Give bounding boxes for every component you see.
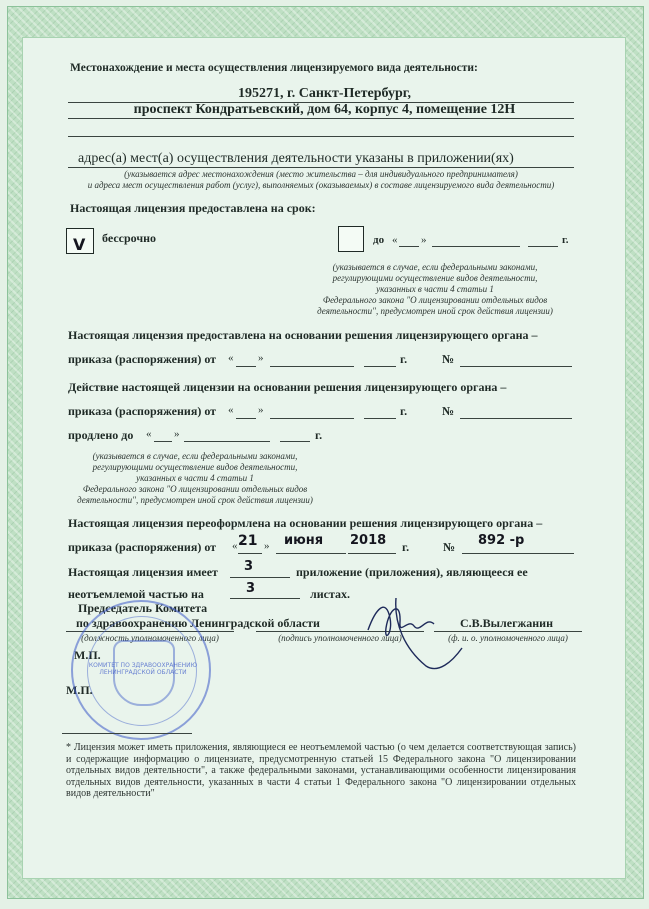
appendix-count: 3 [244,559,254,574]
extension-order-label: приказа (распоряжения) от [68,404,217,418]
extended-quote-open: « [146,428,152,440]
ext-quote-open: « [228,404,234,416]
reissue-header: Настоящая лицензия переоформлена на основании решения лицензирующего органа – [68,516,543,530]
ext-quote-close: » [258,404,264,416]
extended-until-label: продлено до [68,428,134,442]
reissue-order-label: приказа (распоряжения) от [68,540,217,554]
until-label: до [373,234,385,246]
extension-note-4: Федерального закона "О лицензировании отдельных видов [82,484,308,494]
term-note-1: (указывается в случае, если федеральными законами, [332,262,538,272]
fio-caption: (ф. и. о. уполномоченного лица) [448,633,568,643]
footnote-rule [62,733,192,734]
reissue-month: июня [284,533,324,548]
until-quote-open: « [392,234,398,246]
extension-note-5: деятельности", предусмотрен иной срок действия лицензии) [77,495,313,505]
until-month-line [432,246,520,247]
reissue-day-line [238,553,262,554]
extended-year-line [280,441,310,442]
basis-number-label: № [442,352,455,366]
basis-quote-close: » [258,352,264,364]
location-header: Местонахождение и места осуществления лицензируемого вида деятельности: [70,62,478,74]
chairman-line-2: по здравоохранению Ленинградской области [76,616,320,630]
appendix-text: приложение (приложения), являющееся ее [296,565,528,579]
chairman-line-1: Председатель Комитета [78,601,208,615]
reissue-number-line [462,553,574,554]
basis-year-suffix: г. [400,352,408,366]
ext-year-suffix: г. [400,404,408,418]
term-note-2: регулирующими осуществление видов деятельности, [332,273,538,283]
basis-quote-open: « [228,352,234,364]
reissue-year-line [348,553,396,554]
sheets-count-line [230,598,300,599]
ext-number-line [460,418,572,419]
address-underline-2 [68,118,574,119]
ext-year-line [364,418,396,419]
mp-label-1: М.П. [74,648,101,662]
sheets-count: 3 [246,581,256,596]
extension-note-3: указанных в части 4 статьи 1 [136,473,254,483]
basis-order-label: приказа (распоряжения) от [68,352,217,366]
sheets-label: листах. [310,587,351,601]
basis-year-line [364,366,396,367]
extended-quote-close: » [174,428,180,440]
check-mark: V [73,235,86,254]
until-year-line [528,246,558,247]
address-line-1: 195271, г. Санкт-Петербург, [237,86,412,101]
places-line: адрес(а) мест(а) осуществления деятельности указаны в приложении(ях) [78,151,514,166]
address-underline-3 [68,136,574,137]
term-header: Настоящая лицензия предоставлена на срок: [70,201,316,215]
signature-image [356,588,476,678]
official-name: С.В.Вылегжанин [460,616,553,630]
reissue-year-suffix: г. [402,540,410,554]
indefinite-label: бессрочно [102,231,157,245]
reissue-number-label: № [443,540,456,554]
address-note-2: и адреса мест осуществления работ (услуг), выполняемых (оказываемых) в составе лицензируемого вида деятельности) [87,180,555,190]
stamp-text: КОМИТЕТ ПО ЗДРАВООХРАНЕНИЮ ЛЕНИНГРАДСКОЙ ОБЛАСТИ [88,662,198,676]
extension-note-2: регулирующими осуществление видов деятельности, [92,462,298,472]
until-year-suffix: г. [562,234,569,246]
extended-month-line [184,441,270,442]
signature-caption: (подпись уполномоченного лица) [278,633,402,643]
extension-header: Действие настоящей лицензии на основании решения лицензирующего органа – [68,380,507,394]
reissue-day: 21 [238,533,258,549]
places-underline [68,167,574,168]
basis-number-line [460,366,572,367]
mp-label-2: М.П. [66,683,93,697]
official-stamp [71,600,211,740]
extended-year-suffix: г. [315,428,323,442]
address-line-2: проспект Кондратьевский, дом 64, корпус 4, помещение 12Н [133,102,516,117]
term-note-3: указанных в части 4 статьи 1 [376,284,494,294]
address-note-1: (указывается адрес местонахождения (место жительства – для индивидуального предпринимателя) [124,169,518,179]
reissue-year: 2018 [350,533,387,548]
extended-day-line [154,441,172,442]
until-day-line [399,246,419,247]
basis-month-line [270,366,354,367]
extension-note-1: (указывается в случае, если федеральными законами, [92,451,298,461]
basis-day-line [236,366,256,367]
ext-month-line [270,418,354,419]
footnote: * Лицензия может иметь приложения, являющиеся ее неотъемлемой частью (о чем делается соответствующая запись) и содержащие информацию о лицензиате, предусмотренную статьей 15 Федерального закона "О лицензировании отдельных видов деятельности", а также федеральными законами, устанавливающими особенности лицензирования отдельных видов деятельности, указанных в части 4 статьи 1 Федерального закона "О лицензировании отдельных видов деятельности" [66,742,576,799]
indefinite-checkbox[interactable] [66,228,94,254]
reissue-number: 892 -р [478,533,525,548]
reissue-quote-close: » [264,540,270,552]
integral-label: неотъемлемой частью на [68,587,204,601]
has-appendix-label: Настоящая лицензия имеет [68,565,218,579]
reissue-month-line [276,553,346,554]
term-note-5: деятельности", предусмотрен иной срок действия лицензии) [317,306,553,316]
ext-day-line [236,418,256,419]
ext-number-label: № [442,404,455,418]
term-note-4: Федерального закона "О лицензировании отдельных видов [322,295,548,305]
appendix-count-line [230,577,290,578]
until-checkbox[interactable] [338,226,364,252]
basis-header: Настоящая лицензия предоставлена на основании решения лицензирующего органа – [68,328,538,342]
reissue-quote-open: « [232,540,238,552]
until-quote-close: » [421,234,427,246]
position-caption: (должность уполномоченного лица) [81,633,219,643]
